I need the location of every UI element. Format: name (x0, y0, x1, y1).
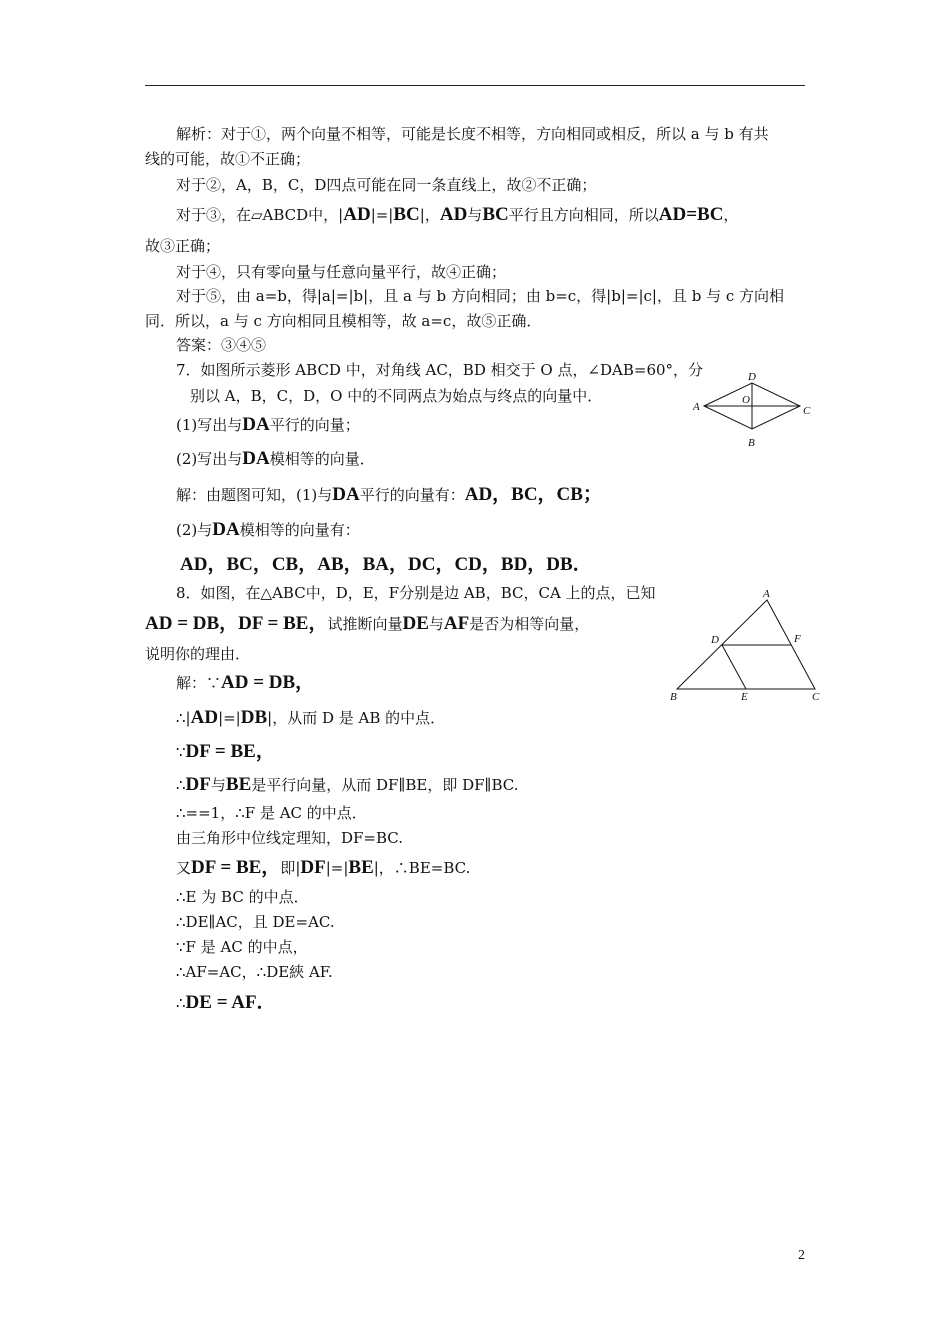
rhombus-figure (690, 368, 825, 454)
vector-equation: AD = DB，DF = BE， (145, 613, 328, 634)
vector-label: DA (242, 414, 270, 435)
vector-label: BC (393, 204, 420, 225)
question-8: AD = DB，DF = BE，试推断向量DE与AF是否为相等向量， (145, 613, 590, 634)
solution-8: 由三角形中位线定理知，DF=BC. (176, 829, 404, 847)
vector-equation: AD = DB， (221, 672, 315, 693)
solution-8: 又DF = BE，即|DF|=|BE|，∴BE=BC. (176, 857, 471, 878)
solution-8: ∵DF = BE， (176, 741, 275, 762)
text-line: 对于⑤，由 a=b，得|a|=|b|，且 a 与 b 方向相同；由 b=c，得|b|=|c|，且 b 与 c 方向相 (176, 287, 785, 305)
question-8: 8．如图，在△ABC中，D，E，F分别是边 AB，BC，CA 上的点，已知 (176, 584, 656, 602)
vector-label: DF (300, 857, 326, 878)
solution-7: (2)与DA模相等的向量有： (176, 519, 360, 540)
label-E: E (741, 691, 748, 703)
vector-label: AD (439, 204, 468, 225)
vector-label: AD (343, 204, 371, 225)
text-line: 对于③，在▱ABCD中，|AD|=|BC|，AD与BC平行且方向相同，所以AD=BC， (176, 204, 739, 225)
text-line: 故③正确； (145, 237, 221, 255)
vector-label: BE (348, 857, 374, 878)
vector-equation: DF = BE， (191, 857, 281, 878)
solution-8: ∴E 为 BC 的中点． (176, 888, 309, 906)
solution-8: ∴DE∥AC，且 DE=AC. (176, 913, 335, 931)
vector-label: BE (225, 774, 252, 795)
text-line: 解析：对于①，两个向量不相等，可能是长度不相等，方向相同或相反，所以 a 与 b 有共 (176, 125, 769, 143)
question-7-part-2: (2)写出与DA模相等的向量． (176, 448, 375, 469)
vector-label: AD (190, 707, 219, 728)
label-B: B (748, 437, 755, 449)
vector-equation: DE = AF． (185, 992, 276, 1013)
vector-label: DA (332, 484, 360, 505)
vector-label: DA (212, 519, 240, 540)
vector-list: AD，BC，CB； (464, 484, 602, 505)
vector-label: BC (697, 204, 724, 225)
label-D: D (748, 371, 756, 383)
question-7-part-1: (1)写出与DA平行的向量； (176, 414, 360, 435)
question-7: 别以 A，B，C，D，O 中的不同两点为始点与终点的向量中． (190, 387, 603, 405)
label-A: A (763, 588, 770, 600)
label-F: F (794, 633, 801, 645)
question-8: 说明你的理由． (145, 645, 251, 663)
label-C: C (812, 691, 820, 703)
triangle-figure (665, 585, 825, 705)
solution-8: ∴==1，∴F 是 AC 的中点． (176, 804, 367, 822)
vector-label: DA (242, 448, 270, 469)
text-line: 对于④，只有零向量与任意向量平行，故④正确； (176, 263, 507, 281)
answer-line: 答案：③④⑤ (176, 336, 267, 354)
label-O: O (742, 394, 750, 406)
vector-label: AF (443, 613, 470, 634)
vector-list: AD，BC，CB，AB，BA，DC，CD，BD，DB． (180, 554, 592, 575)
label-D: D (711, 634, 719, 646)
vector-label: DF (185, 774, 211, 795)
page-number: 2 (798, 1248, 805, 1263)
vector-label: DE (402, 613, 429, 634)
vector-label: AD (658, 204, 687, 225)
text-line: 对于②，A，B，C，D四点可能在同一条直线上，故②不正确； (176, 176, 597, 194)
solution-8: ∴AF=AC，∴DE綊 AF. (176, 963, 333, 981)
solution-8: ∴DE = AF． (176, 992, 276, 1013)
solution-7: 解：由题图可知，(1)与DA平行的向量有：AD，BC，CB； (176, 484, 602, 505)
solution-8: ∵F 是 AC 的中点， (176, 938, 308, 956)
vector-equation: DF = BE， (185, 741, 275, 762)
vector-label: BC (482, 204, 509, 225)
solution-8: ∴DF与BE是平行向量，从而 DF∥BE，即 DF∥BC. (176, 774, 519, 795)
question-7: 7．如图所示菱形 ABCD 中，对角线 AC，BD 相交于 O 点，∠DAB=60°，分 (176, 361, 704, 379)
text-line: 同．所以，a 与 c 方向相同且模相等，故 a=c，故⑤正确． (145, 312, 542, 330)
label-A: A (693, 401, 700, 413)
text-line: 线的可能，故①不正确； (145, 150, 311, 168)
label-C: C (803, 405, 811, 417)
label-B: B (670, 691, 677, 703)
header-rule (145, 85, 805, 86)
solution-8: 解：∵AD = DB， (176, 672, 315, 693)
vector-label: DB (240, 707, 268, 728)
solution-8: ∴|AD|=|DB|，从而 D 是 AB 的中点． (176, 707, 446, 728)
